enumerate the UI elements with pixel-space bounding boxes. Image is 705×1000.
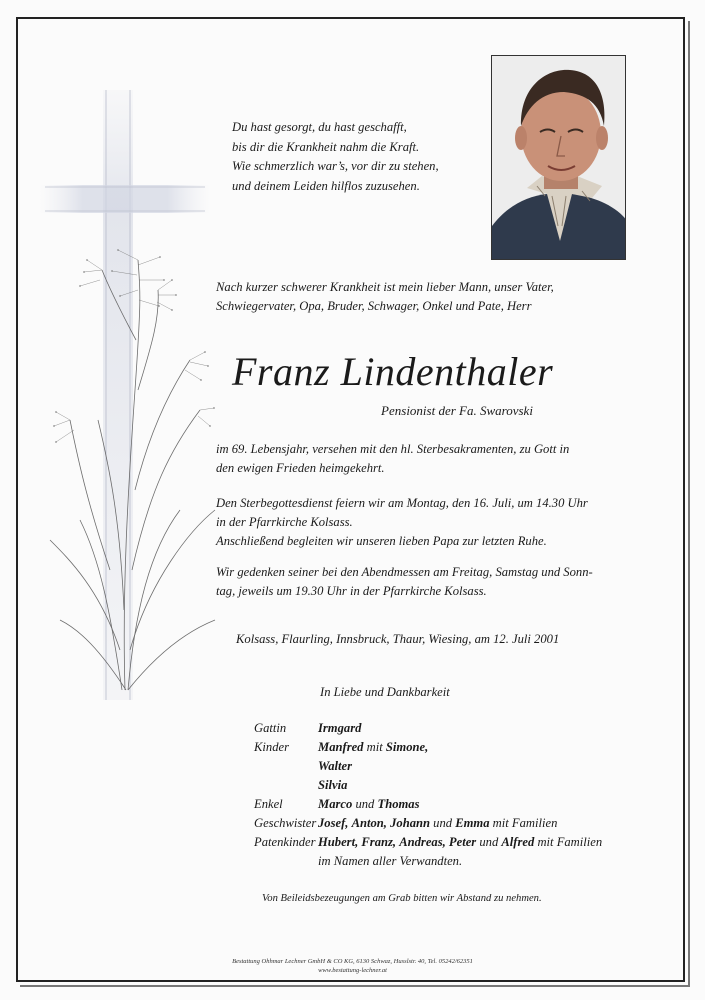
family-name: Thomas	[377, 797, 420, 811]
family-name: Marco	[318, 797, 353, 811]
family-row-geschwister	[254, 814, 674, 833]
poem-line: bis dir die Krankheit nahm die Kraft.	[232, 139, 420, 154]
family-name: Alfred	[501, 835, 535, 849]
family-name: Walter	[318, 759, 353, 773]
family-name: Manfred	[318, 740, 364, 754]
all-relatives-line: im Namen aller Verwandten.	[318, 854, 463, 868]
intro-line: Schwiegervater, Opa, Bruder, Schwager, Onkel und Pate, Herr	[216, 299, 532, 313]
thanks-line: In Liebe und Dankbarkeit	[320, 685, 450, 699]
death-text	[216, 440, 636, 478]
family-row-kinder-2	[254, 757, 674, 776]
family-name: Johann	[390, 816, 431, 830]
family-row-kinder-3	[254, 776, 674, 795]
family-name: Franz,	[361, 835, 397, 849]
family-connector: und	[355, 797, 375, 811]
death-text-line: den ewigen Frieden heimgekehrt.	[216, 461, 385, 475]
family-list	[254, 719, 674, 871]
family-name: Simone,	[385, 740, 429, 754]
family-role: Kinder	[254, 740, 289, 754]
poem-line: und deinem Leiden hilflos zuzusehen.	[232, 178, 420, 193]
family-connector: mit Familien	[537, 835, 603, 849]
occupation: Pensionist der Fa. Swarovski	[381, 403, 533, 418]
family-connector: und	[433, 816, 453, 830]
family-name: Hubert,	[318, 835, 359, 849]
family-connector: und	[479, 835, 499, 849]
death-text-line: im 69. Lebensjahr, versehen mit den hl. Sterbesakramenten, zu Gott in	[216, 442, 570, 456]
family-connector: mit	[366, 740, 383, 754]
closing-note: Von Beileidsbezeugungen am Grab bitten wir Abstand zu nehmen.	[262, 893, 542, 904]
family-name: Peter	[448, 835, 477, 849]
family-name: Josef,	[318, 816, 349, 830]
family-row-all	[254, 852, 674, 871]
service-text-line: Anschließend begleiten wir unseren lieben Papa zur letzten Ruhe.	[216, 534, 547, 548]
family-name: Silvia	[318, 778, 348, 792]
family-name: Emma	[455, 816, 490, 830]
poem	[232, 118, 482, 196]
service-text-line: in der Pfarrkirche Kolsass.	[216, 515, 353, 529]
memorial-text-line: tag, jeweils um 19.30 Uhr in der Pfarrkirche Kolsass.	[216, 584, 487, 598]
announcement-intro	[216, 278, 636, 316]
memorial-text-line: Wir gedenken seiner bei den Abendmessen am Freitag, Samstag und Sonn-	[216, 565, 593, 579]
family-name: Irmgard	[318, 721, 362, 735]
family-row-gattin	[254, 719, 674, 738]
family-row-kinder	[254, 738, 674, 757]
family-name: Andreas,	[399, 835, 446, 849]
family-role: Gattin	[254, 721, 287, 735]
deceased-name: Franz Lindenthaler	[232, 349, 554, 394]
family-row-enkel	[254, 795, 674, 814]
family-role: Patenkinder	[254, 835, 316, 849]
poem-line: Wie schmerzlich war’s, vor dir zu stehen,	[232, 159, 439, 173]
service-text	[216, 494, 636, 551]
poem-line: Du hast gesorgt, du hast geschafft,	[232, 120, 407, 134]
family-role: Geschwister	[254, 816, 317, 830]
footer-website: www.bestattung-lechner.at	[318, 967, 387, 974]
portrait-photo	[491, 55, 626, 260]
family-role: Enkel	[254, 797, 283, 811]
footer-company: Bestattung Ohhmar Lechner GmbH & CO KG, 6130 Schwaz, Husslstr. 40, Tel. 05242/62351	[232, 958, 473, 965]
intro-line: Nach kurzer schwerer Krankheit ist mein lieber Mann, unser Vater,	[216, 280, 554, 294]
service-text-line: Den Sterbegottesdienst feiern wir am Montag, den 16. Juli, um 14.30 Uhr	[216, 496, 588, 510]
memorial-text	[216, 563, 636, 601]
family-connector: mit Familien	[492, 816, 558, 830]
family-name: Anton,	[351, 816, 387, 830]
cross-with-grass-illustration	[40, 90, 230, 710]
family-row-patenkinder	[254, 833, 674, 852]
place-and-date: Kolsass, Flaurling, Innsbruck, Thaur, Wiesing, am 12. Juli 2001	[236, 632, 560, 646]
